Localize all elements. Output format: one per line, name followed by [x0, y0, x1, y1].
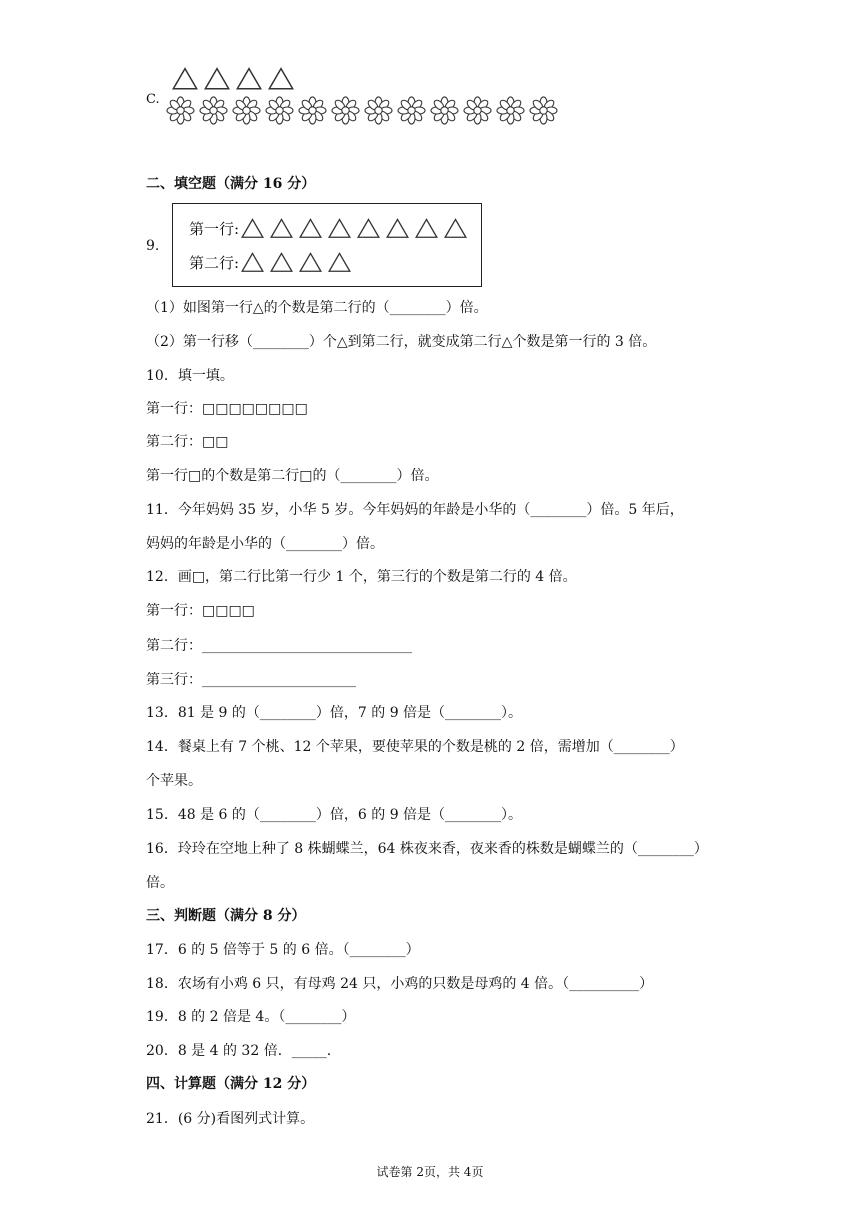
q10-row1: 第一行：□□□□□□□□ — [146, 401, 308, 417]
q9-number: 9. — [146, 238, 160, 254]
q9-part1: （1）如图第一行△的个数是第二行的（________）倍。 — [146, 300, 488, 316]
q12-row3: 第三行：______________________ — [146, 672, 356, 688]
flower-icon — [430, 96, 459, 125]
flower-icon — [331, 96, 360, 125]
q9-figure-box — [172, 203, 482, 287]
option-c-triangles — [172, 67, 294, 90]
q21: 21．(6 分)看图列式计算。 — [146, 1111, 315, 1127]
q18: 18．农场有小鸡 6 只，有母鸡 24 只，小鸡的只数是母鸡的 4 倍。（__________） — [146, 976, 654, 992]
triangle-icon — [299, 218, 322, 239]
q10-title: 10．填一填。 — [146, 368, 234, 384]
section2-title: 二、填空题（满分 16 分） — [146, 176, 316, 192]
triangle-icon — [236, 67, 262, 90]
q17: 17．6 的 5 倍等于 5 的 6 倍。（________） — [146, 942, 420, 958]
triangle-icon — [241, 252, 264, 273]
flower-icon — [298, 96, 327, 125]
triangle-icon — [299, 252, 322, 273]
q9-row1-label: 第一行: — [189, 220, 240, 238]
q14-line2: 个苹果。 — [146, 773, 202, 789]
flower-icon — [166, 96, 195, 125]
flower-icon — [496, 96, 525, 125]
q13: 13．81 是 9 的（________）倍，7 的 9 倍是（________）。 — [146, 705, 523, 721]
q12-row2: 第二行：______________________________ — [146, 638, 412, 654]
q16-line1: 16．玲玲在空地上种了 8 株蝴蝶兰，64 株夜来香，夜来香的株数是蝴蝶兰的（________） — [146, 841, 708, 857]
q15: 15．48 是 6 的（________）倍，6 的 9 倍是（________）。 — [146, 807, 523, 823]
q9-row1-triangles — [241, 218, 467, 239]
flower-icon — [529, 96, 558, 125]
option-c-label: C. — [146, 92, 160, 107]
flower-icon — [463, 96, 492, 125]
q12-row1: 第一行：□□□□ — [146, 603, 255, 619]
flower-icon — [364, 96, 393, 125]
triangle-icon — [328, 252, 351, 273]
triangle-icon — [241, 218, 264, 239]
flower-icon — [199, 96, 228, 125]
flower-icon — [232, 96, 261, 125]
q9-row2 — [189, 252, 351, 273]
option-c-flowers — [166, 96, 558, 125]
triangle-icon — [270, 218, 293, 239]
q10-question: 第一行□的个数是第二行□的（________）倍。 — [146, 468, 439, 484]
triangle-icon — [386, 218, 409, 239]
q9-row2-label: 第二行: — [189, 254, 240, 272]
triangle-icon — [270, 252, 293, 273]
flower-icon — [265, 96, 294, 125]
section4-title: 四、计算题（满分 12 分） — [146, 1076, 316, 1092]
page-footer: 试卷第 2页，共 4页 — [376, 1165, 484, 1179]
triangle-icon — [328, 218, 351, 239]
flower-icon — [397, 96, 426, 125]
q9-part2: （2）第一行移（________）个△到第二行，就变成第二行△个数是第一行的 3 倍。 — [146, 334, 657, 350]
q14-line1: 14．餐桌上有 7 个桃、12 个苹果，要使苹果的个数是桃的 2 倍，需增加（________） — [146, 739, 684, 755]
triangle-icon — [415, 218, 438, 239]
q10-row2: 第二行：□□ — [146, 434, 229, 450]
triangle-icon — [172, 67, 198, 90]
triangle-icon — [204, 67, 230, 90]
q12-title: 12．画□，第二行比第一行少 1 个，第三行的个数是第二行的 4 倍。 — [146, 569, 577, 585]
q11-line1: 11．今年妈妈 35 岁，小华 5 岁。今年妈妈的年龄是小华的（________）倍。5 年后， — [146, 502, 684, 518]
q11-line2: 妈妈的年龄是小华的（________）倍。 — [146, 536, 384, 552]
q9-row1 — [189, 218, 467, 239]
triangle-icon — [357, 218, 380, 239]
triangle-icon — [268, 67, 294, 90]
triangle-icon — [444, 218, 467, 239]
section3-title: 三、判断题（满分 8 分） — [146, 908, 306, 924]
q19: 19．8 的 2 倍是 4。（________） — [146, 1009, 356, 1025]
q16-line2: 倍。 — [146, 875, 174, 891]
q20: 20．8 是 4 的 32 倍．_____. — [146, 1043, 332, 1059]
q9-row2-triangles — [241, 252, 351, 273]
